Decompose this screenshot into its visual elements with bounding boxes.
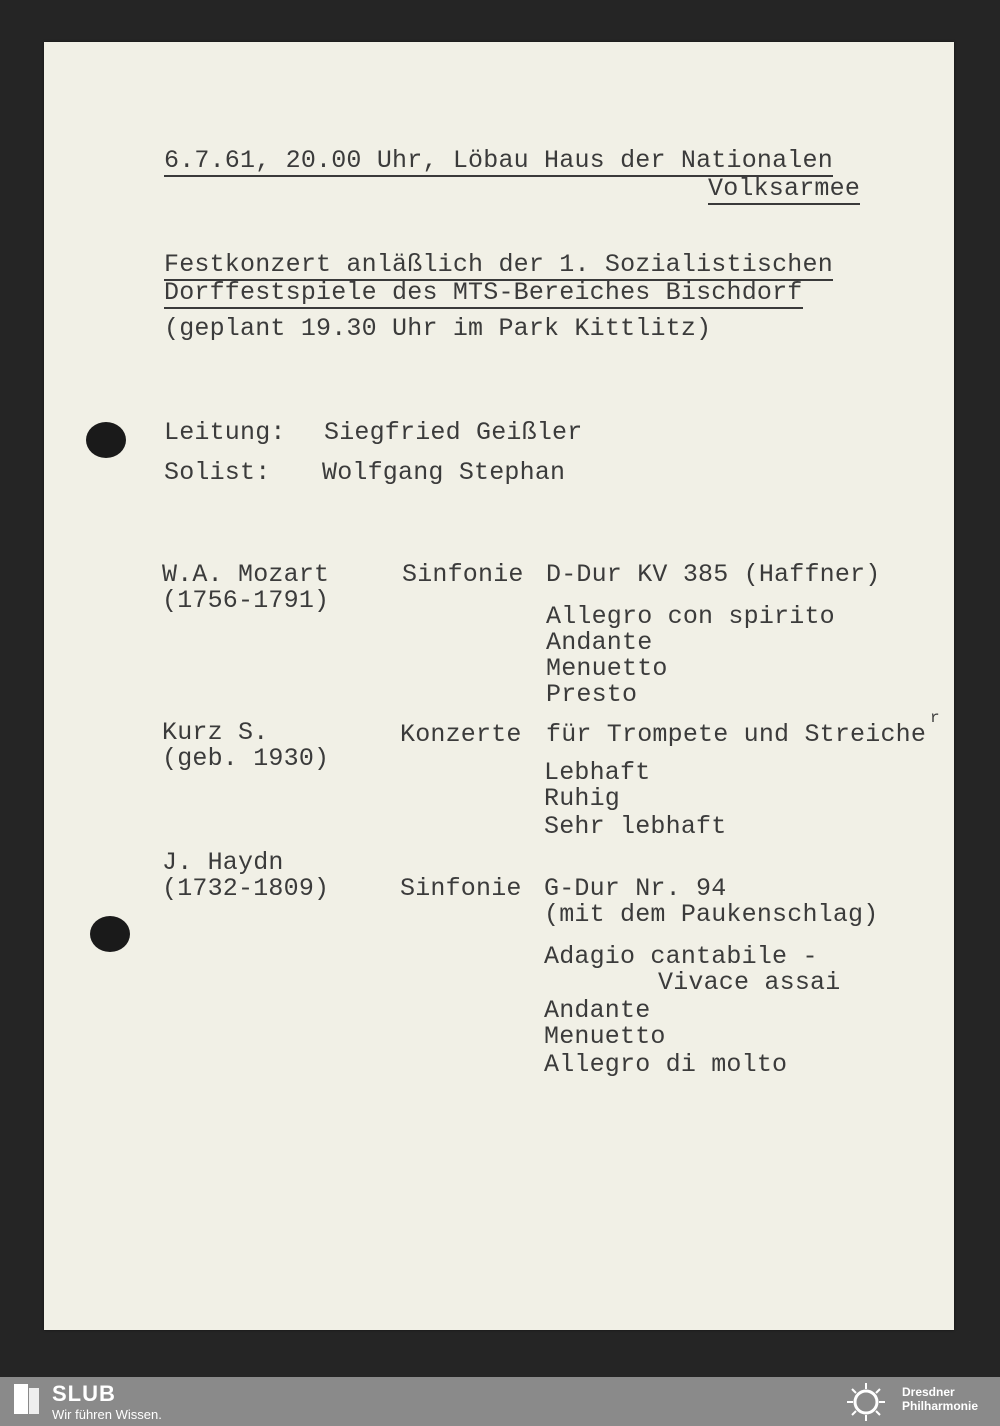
work-kurz: für Trompete und Streiche xyxy=(546,720,927,749)
solist-value: Wolfgang Stephan xyxy=(322,458,566,487)
genre-mozart: Sinfonie xyxy=(402,560,524,589)
movement: Presto xyxy=(546,680,638,709)
punch-hole-bottom xyxy=(90,916,130,952)
composer-haydn: J. Haydn xyxy=(162,848,284,877)
movement: Ruhig xyxy=(544,784,621,813)
genre-haydn: Sinfonie xyxy=(400,874,522,903)
title-line-3: (geplant 19.30 Uhr im Park Kittlitz) xyxy=(164,314,712,343)
composer-mozart: W.A. Mozart xyxy=(162,560,330,589)
composer-mozart-dates: (1756-1791) xyxy=(162,586,330,615)
dp-line-1: Dresdner xyxy=(902,1385,955,1399)
header-line-2: Volksarmee xyxy=(708,174,861,203)
dresdner-philharmonie-logo-icon xyxy=(842,1381,890,1423)
composer-kurz-dates: (geb. 1930) xyxy=(162,744,330,773)
title-line-2: Dorffestspiele des MTS-Bereiches Bischdorf xyxy=(164,278,803,307)
solist-label: Solist: xyxy=(164,458,271,487)
movement: Lebhaft xyxy=(544,758,651,787)
movement: Andante xyxy=(544,996,651,1025)
dp-line-2: Philharmonie xyxy=(902,1399,979,1413)
movement: Menuetto xyxy=(544,1022,666,1051)
movement: Allegro con spirito xyxy=(546,602,835,631)
movement: Allegro di molto xyxy=(544,1050,788,1079)
slub-name: SLUB xyxy=(52,1381,116,1406)
document-page xyxy=(44,42,954,1330)
leitung-label: Leitung: xyxy=(164,418,286,447)
dresdner-philharmonie-name xyxy=(902,1385,978,1413)
movement: Menuetto xyxy=(546,654,668,683)
composer-kurz: Kurz S. xyxy=(162,718,269,747)
genre-kurz: Konzerte xyxy=(400,720,522,749)
movement: Vivace assai xyxy=(658,968,841,997)
movement: Sehr lebhaft xyxy=(544,812,727,841)
slub-logo-icon xyxy=(12,1382,42,1416)
movement: Andante xyxy=(546,628,653,657)
work-haydn-subtitle: (mit dem Paukenschlag) xyxy=(544,900,879,929)
movement: Adagio cantabile - xyxy=(544,942,818,971)
footer-bar xyxy=(0,1377,1000,1426)
leitung-value: Siegfried Geißler xyxy=(324,418,583,447)
work-haydn: G-Dur Nr. 94 xyxy=(544,874,727,903)
slub-tagline: Wir führen Wissen. xyxy=(52,1407,162,1422)
punch-hole-top xyxy=(86,422,126,458)
composer-haydn-dates: (1732-1809) xyxy=(162,874,330,903)
header-line-1: 6.7.61, 20.00 Uhr, Löbau Haus der Nationalen xyxy=(164,146,833,175)
work-mozart: D-Dur KV 385 (Haffner) xyxy=(546,560,881,589)
handwritten-correction: r xyxy=(930,709,940,727)
title-line-1: Festkonzert anläßlich der 1. Sozialistischen xyxy=(164,250,833,279)
